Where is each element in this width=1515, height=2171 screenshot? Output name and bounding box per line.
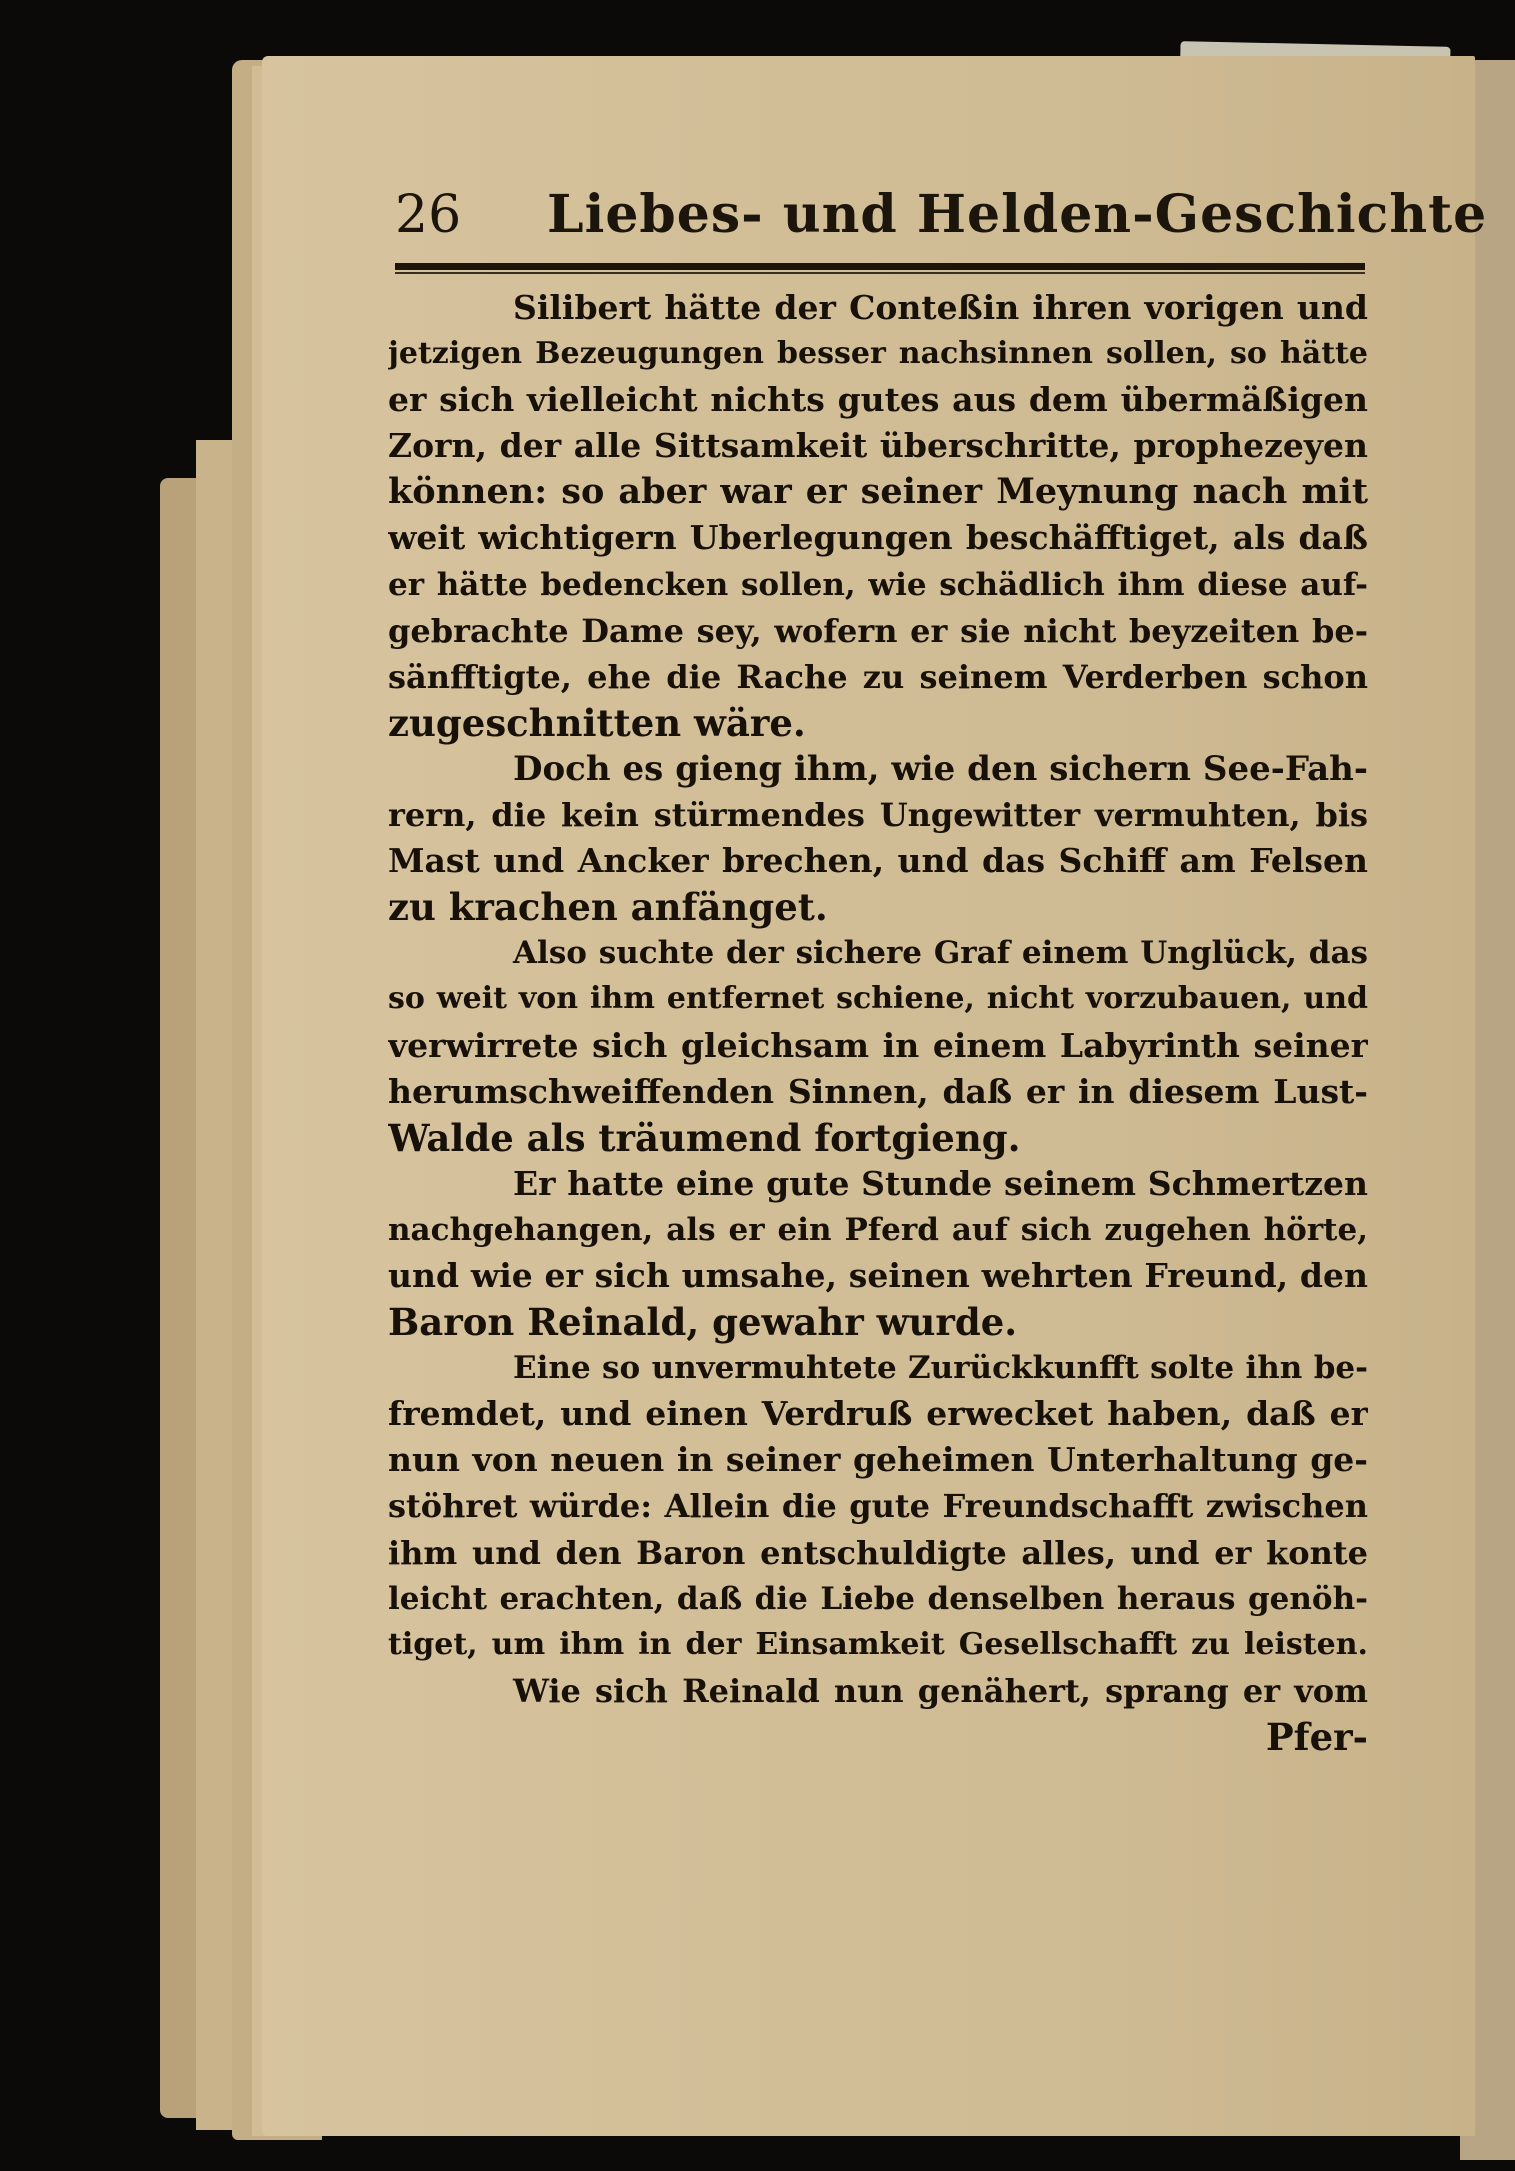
text-line: fremdet, und einen Verdruß erwecket haben, daß er (388, 1394, 1368, 1434)
page-number: 26 (395, 185, 462, 245)
text-line: tiget, um ihm in der Einsamkeit Gesellschafft zu leisten. (388, 1626, 1368, 1662)
text-line: und wie er sich umsahe, seinen wehrten Freund, den (388, 1255, 1368, 1295)
text-line: herumschweiffenden Sinnen, daß er in diesem Lust- (388, 1071, 1368, 1111)
text-line: er sich vielleicht nichts gutes aus dem übermäßigen (388, 380, 1368, 420)
text-line: rern, die kein stürmendes Ungewitter vermuhten, bis (388, 796, 1368, 835)
text-line: Eine so unvermuhtete Zurückkunfft solte ihn be- (513, 1350, 1368, 1387)
text-line: Silibert hätte der Conteßin ihren vorigen und (513, 288, 1368, 327)
text-line: er hätte bedencken sollen, wie schädlich ihm diese auf- (388, 566, 1368, 603)
body-text (388, 285, 1368, 1760)
text-line: Mast und Ancker brechen, und das Schiff am Felsen (388, 841, 1368, 881)
text-line: sänfftigte, ehe die Rache zu seinem Verderben schon (388, 657, 1368, 696)
text-line: Baron Reinald, gewahr wurde. (388, 1300, 1018, 1345)
text-line: zugeschnitten wäre. (388, 700, 806, 745)
text-line: leicht erachten, daß die Liebe denselben heraus genöh- (388, 1580, 1368, 1617)
text-line: stöhret würde: Allein die gute Freundschafft zwischen (388, 1487, 1368, 1526)
text-line: Wie sich Reinald nun genähert, sprang er vom (513, 1671, 1368, 1710)
text-line: zu krachen anfänget. (388, 885, 828, 930)
header-rule-thin (395, 272, 1365, 274)
text-line: Zorn, der alle Sittsamkeit überschritte, prophezeyen (388, 426, 1368, 466)
running-title: Liebes- und Helden-Geschichte (547, 184, 1488, 245)
text-line: verwirrete sich gleichsam in einem Labyrinth seiner (388, 1025, 1368, 1065)
text-line: Doch es gieng ihm, wie den sichern See-Fah- (513, 748, 1368, 789)
text-line: nun von neuen in seiner geheimen Unterhaltung ge- (388, 1440, 1368, 1480)
text-line: Er hatte eine gute Stunde seinem Schmertzen (513, 1163, 1368, 1203)
header-rule (395, 263, 1365, 270)
text-line: weit wichtigern Uberlegungen beschäfftiget, als daß (388, 518, 1368, 558)
text-line: jetzigen Bezeugungen besser nachsinnen sollen, so hätte (388, 336, 1368, 372)
text-line: gebrachte Dame sey, wofern er sie nicht beyzeiten be- (388, 611, 1368, 650)
catchword: Pfer- (1265, 1714, 1368, 1759)
running-header (395, 175, 1488, 255)
text-line: Also suchte der sichere Graf einem Unglück, das (513, 935, 1368, 972)
text-line: ihm und den Baron entschuldigte alles, und er konte (388, 1533, 1368, 1572)
text-line: können: so aber war er seiner Meynung nach mit (388, 471, 1368, 513)
text-line: so weit von ihm entfernet schiene, nicht vorzubauen, und (388, 981, 1368, 1017)
text-line: nachgehangen, als er ein Pferd auf sich zugehen hörte, (388, 1211, 1368, 1248)
text-line: Walde als träumend fortgieng. (388, 1115, 1021, 1160)
